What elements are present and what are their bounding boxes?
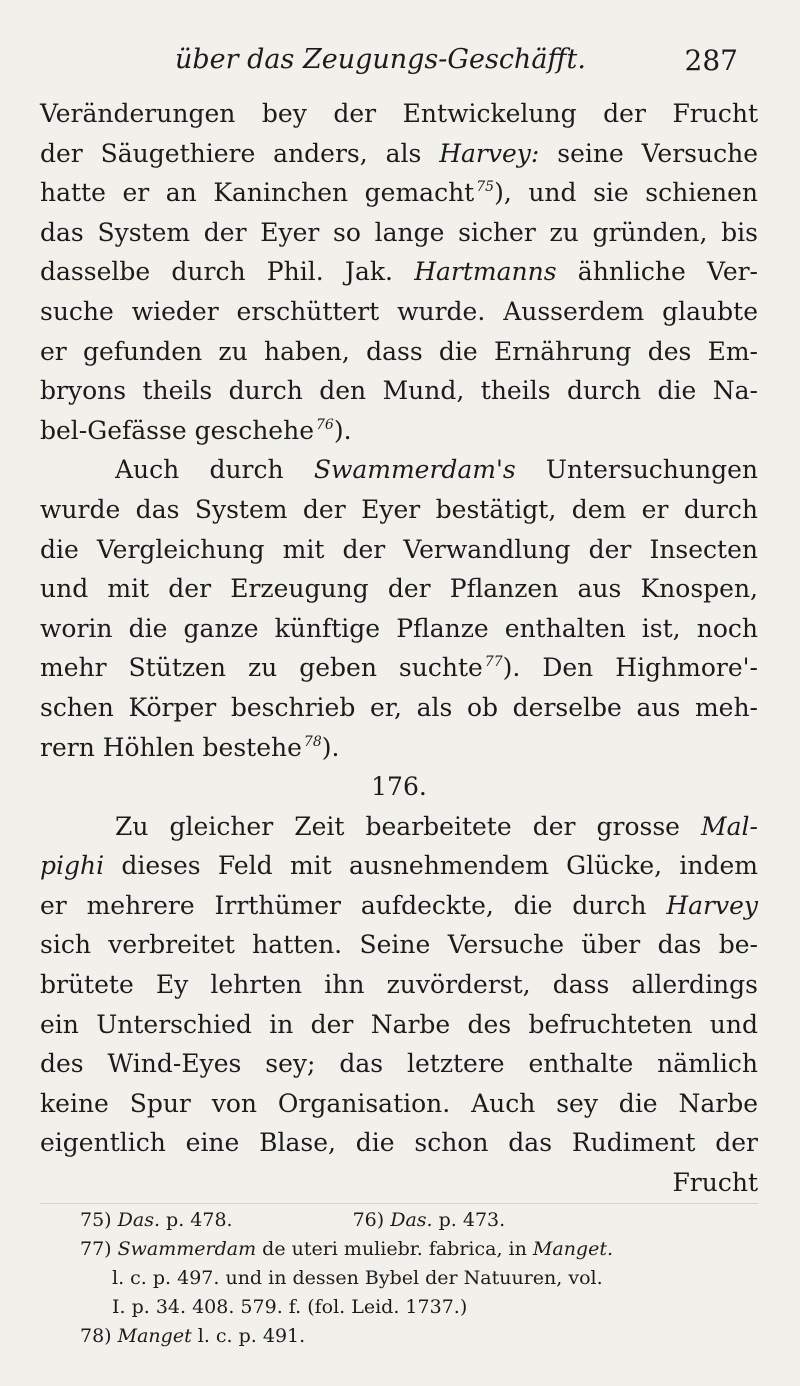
- text-line: brütete Ey lehrten ihn zuvörderst, dass allerdings: [40, 970, 758, 1000]
- text-line: pighi dieses Feld mit ausnehmendem Glücke, indem: [40, 851, 758, 881]
- text-line: hatte er an Kaninchen gemacht $^{75}$), und sie schienen: [40, 178, 758, 208]
- text-line: der Säugethiere anders, als Harvey: seine Versuche: [40, 138, 758, 168]
- text-line: schen Körper beschrieb er, als ob derselbe aus meh-: [40, 692, 758, 722]
- paragraph-1: [40, 94, 758, 450]
- footnote-divider: [40, 1203, 758, 1204]
- name-hartmanns: Hartmanns: [414, 257, 557, 287]
- page-number: 287: [684, 44, 738, 77]
- text-line: bryons theils durch den Mund, theils durch die Na-: [40, 376, 758, 406]
- main-text: [40, 94, 758, 1203]
- text-line: ein Unterschied in der Narbe des befruchteten und: [40, 1009, 758, 1039]
- footnotes: [80, 1206, 760, 1351]
- name-harvey: Harvey:: [439, 138, 540, 168]
- text-line: das System der Eyer so lange sicher zu gründen, bis: [40, 217, 758, 247]
- footnote-ref-77: 77: [484, 654, 503, 671]
- footnote-ref-78: 78: [303, 733, 322, 750]
- text-line: mehr Stützen zu geben suchte $^{77}$). Den Highmore'-: [40, 653, 758, 683]
- paragraph-2: [40, 450, 758, 767]
- text-line: die Vergleichung mit der Verwandlung der Insecten: [40, 534, 758, 564]
- text-line: dasselbe durch Phil. Jak. Hartmanns ähnliche Ver-: [40, 257, 759, 287]
- footnote-77: 77) Swammerdam de uteri muliebr. fabrica, in Manget.: [80, 1238, 614, 1260]
- footnote-77-cont: l. c. p. 497. und in dessen Bybel der Natuuren, vol.: [112, 1267, 603, 1289]
- footnote-ref-76: 76: [316, 416, 334, 433]
- name-swammerdam: Swammerdam's: [313, 455, 516, 485]
- text-line: worin die ganze künftige Pflanze enthalten ist, noch: [40, 613, 758, 643]
- text-line: sich verbreitet hatten. Seine Versuche über das be-: [40, 930, 758, 960]
- name-malpighi: pighi: [40, 851, 105, 881]
- text-line: wurde das System der Eyer bestätigt, dem er durch: [40, 494, 758, 524]
- text-line: Veränderungen bey der Entwickelung der Frucht: [40, 99, 758, 128]
- text-line: er mehrere Irrthümer aufdeckte, die durch Harvey: [40, 890, 758, 920]
- footnote-ref-75: 75: [476, 179, 495, 196]
- text-line: suche wieder erschüttert wurde. Ausserdem glaubte: [40, 296, 758, 326]
- footnote-75-76: 75) Das. p. 478. 76) Das. p. 473.: [80, 1209, 506, 1231]
- running-title: über das Zeugungs-Geschäfft.: [175, 44, 586, 75]
- text-line: eigentlich eine Blase, die schon das Rudiment der: [40, 1128, 758, 1158]
- footnote-78: 78) Manget l. c. p. 491.: [80, 1325, 306, 1347]
- text-line: Zu gleicher Zeit bearbeitete der grosse Mal-: [115, 811, 758, 841]
- text-line: und mit der Erzeugung der Pflanzen aus Knospen,: [40, 574, 758, 604]
- text-line: Auch durch Swammerdam's Untersuchungen: [115, 455, 759, 485]
- name-malpighi: Mal-: [701, 811, 758, 841]
- catchword: Frucht: [672, 1168, 758, 1198]
- text-line: er gefunden zu haben, dass die Ernährung des Em-: [40, 336, 758, 366]
- text-line: bel-Gefässe geschehe $^{76}$).: [40, 415, 352, 445]
- text-line: des Wind-Eyes sey; das letztere enthalte nämlich: [40, 1049, 758, 1079]
- page-header: [175, 44, 738, 84]
- name-harvey: Harvey: [666, 890, 758, 920]
- footnote-77-cont: I. p. 34. 408. 579. f. (fol. Leid. 1737.): [112, 1296, 468, 1318]
- paragraph-3: [40, 807, 758, 1203]
- text-line: rern Höhlen bestehe $^{78}$).: [40, 732, 340, 762]
- text-line: keine Spur von Organisation. Auch sey die Narbe: [40, 1088, 758, 1118]
- section-number: 176.: [371, 772, 427, 802]
